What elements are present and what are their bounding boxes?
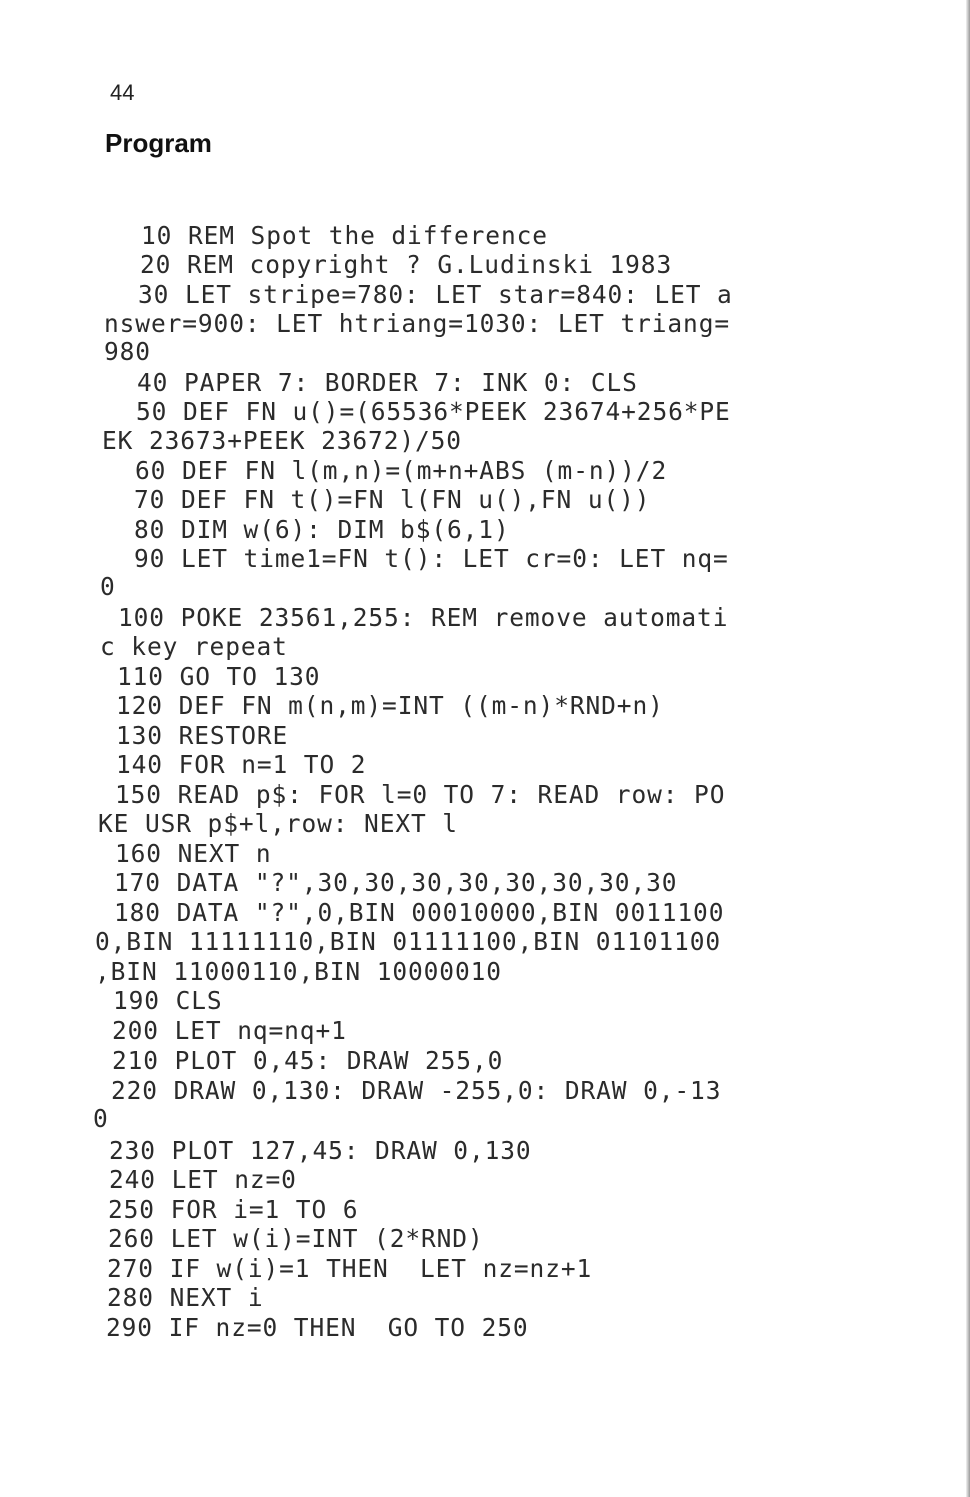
- code-line: 250 FOR i=1 TO 6: [108, 1195, 359, 1224]
- code-line: ,BIN 11000110,BIN 10000010: [95, 957, 502, 986]
- code-line: 50 DEF FN u()=(65536*PEEK 23674+256*PE: [136, 397, 731, 426]
- code-line: 220 DRAW 0,130: DRAW -255,0: DRAW 0,-13: [111, 1076, 722, 1105]
- code-line: 30 LET stripe=780: LET star=840: LET a: [138, 280, 733, 309]
- code-line: 290 IF nz=0 THEN GO TO 250: [106, 1313, 529, 1342]
- code-line: 140 FOR n=1 TO 2: [116, 750, 367, 779]
- code-line: 130 RESTORE: [116, 721, 289, 750]
- code-line: 0: [93, 1104, 109, 1133]
- code-line: 0: [100, 572, 116, 601]
- code-line: 10 REM Spot the difference: [141, 221, 548, 250]
- code-line: 210 PLOT 0,45: DRAW 255,0: [112, 1046, 504, 1075]
- code-line: 70 DEF FN t()=FN l(FN u(),FN u()): [134, 485, 651, 514]
- code-line: 180 DATA "?",0,BIN 00010000,BIN 0011100: [114, 898, 725, 927]
- code-line: 80 DIM w(6): DIM b$(6,1): [134, 515, 510, 544]
- code-line: 230 PLOT 127,45: DRAW 0,130: [109, 1136, 532, 1165]
- code-line: 40 PAPER 7: BORDER 7: INK 0: CLS: [137, 368, 638, 397]
- code-line: 240 LET nz=0: [109, 1165, 297, 1194]
- code-line: 200 LET nq=nq+1: [112, 1016, 347, 1045]
- code-line: 280 NEXT i: [107, 1283, 264, 1312]
- code-line: 170 DATA "?",30,30,30,30,30,30,30,30: [114, 868, 678, 897]
- code-line: 0,BIN 11111110,BIN 01111100,BIN 01101100: [95, 927, 722, 956]
- code-line: 20 REM copyright ? G.Ludinski 1983: [140, 250, 673, 279]
- code-line: 90 LET time1=FN t(): LET cr=0: LET nq=: [134, 544, 729, 573]
- code-line: 150 READ p$: FOR l=0 TO 7: READ row: PO: [115, 780, 726, 809]
- code-line: 120 DEF FN m(n,m)=INT ((m-n)*RND+n): [116, 691, 664, 720]
- code-line: nswer=900: LET htriang=1030: LET triang=: [104, 309, 731, 338]
- code-line: c key repeat: [100, 632, 288, 661]
- code-line: 270 IF w(i)=1 THEN LET nz=nz+1: [107, 1254, 593, 1283]
- code-line: 110 GO TO 130: [117, 662, 321, 691]
- section-heading: Program: [105, 128, 212, 158]
- code-line: 980: [104, 337, 151, 366]
- code-line: 100 POKE 23561,255: REM remove automati: [118, 603, 729, 632]
- code-line: 60 DEF FN l(m,n)=(m+n+ABS (m-n))/2: [135, 456, 668, 485]
- code-line: 190 CLS: [113, 986, 223, 1015]
- code-line: EK 23673+PEEK 23672)/50: [102, 426, 462, 455]
- code-line: 260 LET w(i)=INT (2*RND): [108, 1224, 484, 1253]
- code-line: KE USR p$+l,row: NEXT l: [98, 809, 458, 838]
- page-number: 44: [110, 80, 135, 105]
- code-line: 160 NEXT n: [115, 839, 272, 868]
